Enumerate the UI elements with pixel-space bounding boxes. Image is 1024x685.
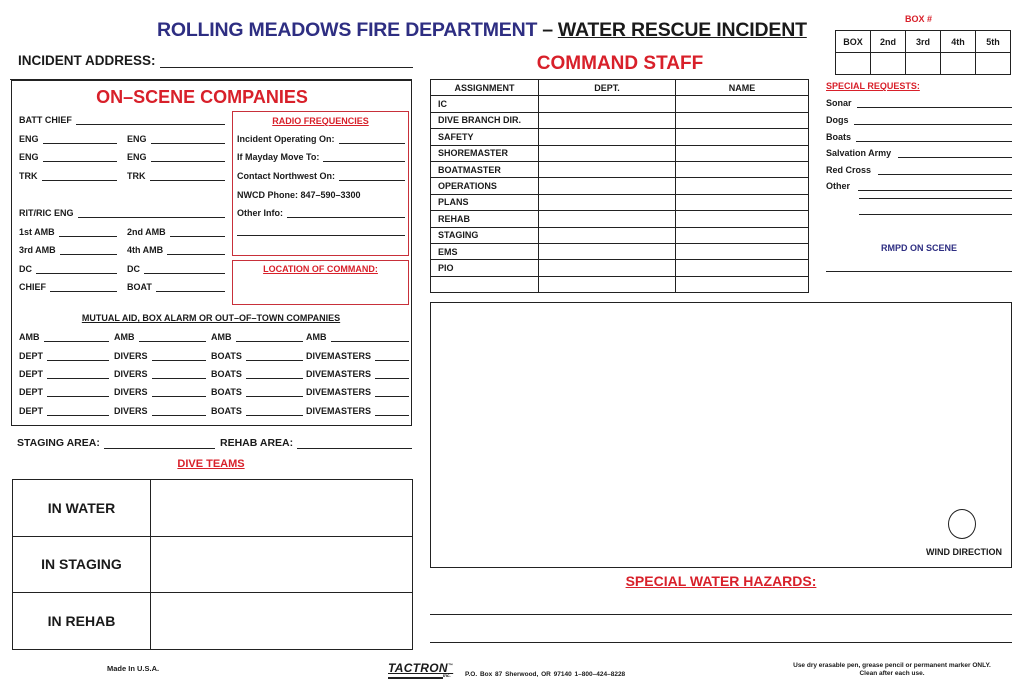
column-header: NAME — [676, 80, 809, 96]
mutual-aid-field[interactable] — [114, 332, 206, 342]
box-col-header: 5th — [976, 31, 1011, 53]
name-cell[interactable] — [676, 194, 809, 210]
table-row — [431, 243, 809, 259]
amb-field[interactable] — [127, 245, 225, 255]
mutual-aid-field[interactable] — [211, 369, 303, 379]
request-dogs-field[interactable] — [826, 115, 1012, 125]
request-other-line3[interactable] — [859, 214, 1012, 215]
field-input[interactable] — [150, 173, 226, 181]
batt-chief-field[interactable] — [19, 115, 225, 125]
assignment-cell: BOATMASTER — [431, 161, 539, 177]
field-input[interactable] — [152, 408, 206, 416]
name-cell[interactable] — [676, 243, 809, 259]
field-input[interactable] — [50, 284, 117, 292]
usage-note-line2: Clean after each use. — [859, 670, 925, 677]
field-label: DIVEMASTERS — [306, 406, 372, 416]
mutual-aid-field[interactable] — [306, 369, 409, 379]
incident-type: WATER RESCUE INCIDENT — [557, 19, 807, 41]
assignment-cell: SAFETY — [431, 129, 539, 145]
table-row — [431, 211, 809, 227]
dept-cell[interactable] — [539, 276, 676, 292]
table-row — [431, 260, 809, 276]
field-label: BOATS — [211, 369, 242, 379]
field-input[interactable] — [36, 266, 117, 274]
request-sonar-field[interactable] — [826, 98, 1012, 108]
trk-field[interactable] — [19, 171, 117, 181]
field-input[interactable] — [104, 441, 215, 449]
field-input[interactable] — [858, 183, 1012, 191]
field-input[interactable] — [878, 167, 1012, 175]
department-name: ROLLING MEADOWS FIRE DEPARTMENT — [157, 19, 538, 41]
field-label: BOAT — [127, 282, 152, 292]
field-input[interactable] — [323, 154, 405, 162]
field-input[interactable] — [375, 408, 409, 416]
other-info-field[interactable] — [237, 208, 405, 218]
field-label: DEPT — [19, 406, 44, 416]
field-label: BOATS — [211, 406, 242, 416]
on-scene-title-text: ON–SCENE COMPANIES — [96, 87, 308, 107]
box-col-header: BOX — [836, 31, 871, 53]
mutual-aid-title: MUTUAL AID, BOX ALARM OR OUT–OF–TOWN COMPANIES — [81, 313, 341, 323]
field-input[interactable] — [47, 353, 109, 361]
field-input[interactable] — [297, 441, 412, 449]
special-requests-title: SPECIAL REQUESTS: — [826, 81, 920, 91]
assignment-cell: REHAB — [431, 211, 539, 227]
eng-field[interactable] — [127, 134, 225, 144]
location-of-command-title: LOCATION OF COMMAND: — [263, 264, 378, 274]
hazards-line-1[interactable] — [430, 614, 1012, 615]
column-header: DEPT. — [539, 80, 676, 96]
field-label: 4th AMB — [127, 245, 164, 255]
dept-cell[interactable] — [539, 260, 676, 276]
assignment-cell: DIVE BRANCH DIR. — [431, 112, 539, 128]
field-input[interactable] — [375, 371, 409, 379]
dept-cell[interactable] — [539, 145, 676, 161]
dept-cell[interactable] — [539, 227, 676, 243]
dept-cell[interactable] — [539, 96, 676, 112]
mutual-aid-field[interactable] — [19, 351, 109, 361]
field-input[interactable] — [156, 284, 225, 292]
wind-direction-label: WIND DIRECTION — [926, 547, 1002, 557]
eng-field[interactable] — [127, 152, 225, 162]
field-input[interactable] — [854, 117, 1013, 125]
field-input[interactable] — [152, 353, 206, 361]
mutual-aid-field[interactable] — [114, 351, 206, 361]
name-cell[interactable] — [676, 276, 809, 292]
field-label: ENG — [19, 134, 39, 144]
radio-frequencies-title: RADIO FREQUENCIES — [272, 116, 369, 126]
assignment-cell[interactable] — [431, 276, 539, 292]
field-label: Other — [826, 181, 851, 191]
field-input[interactable] — [339, 136, 405, 144]
eng-field[interactable] — [19, 134, 117, 144]
box-value-cell[interactable] — [941, 53, 976, 75]
table-row — [13, 536, 413, 593]
usage-note — [770, 662, 1014, 678]
nwcd-phone: NWCD Phone: 847–590–3300 — [237, 190, 361, 200]
incident-operating-field[interactable] — [237, 134, 405, 144]
dc-field[interactable] — [127, 264, 225, 274]
field-label: AMB — [306, 332, 327, 342]
dept-cell[interactable] — [539, 211, 676, 227]
rehab-area-field[interactable] — [220, 437, 412, 449]
request-other-line2[interactable] — [859, 198, 1012, 199]
mayday-move-field[interactable] — [237, 152, 405, 162]
box-number-label: BOX # — [905, 14, 933, 24]
dive-team-value[interactable] — [151, 536, 413, 593]
dept-cell[interactable] — [539, 194, 676, 210]
name-cell[interactable] — [676, 211, 809, 227]
dive-team-label: IN STAGING — [13, 536, 151, 593]
name-cell[interactable] — [676, 129, 809, 145]
boat-field[interactable] — [127, 282, 225, 292]
field-input[interactable] — [44, 334, 110, 342]
field-label: DIVEMASTERS — [306, 351, 372, 361]
field-label: DIVERS — [114, 387, 148, 397]
dive-teams-title: DIVE TEAMS — [177, 458, 245, 470]
field-label: RIT/RIC ENG — [19, 208, 74, 218]
field-label: Red Cross — [826, 165, 872, 175]
table-row — [431, 145, 809, 161]
field-input[interactable] — [898, 150, 1012, 158]
table-row — [431, 112, 809, 128]
name-cell[interactable] — [676, 260, 809, 276]
table-row — [13, 480, 413, 537]
field-input[interactable] — [151, 136, 225, 144]
hazards-line-2[interactable] — [430, 642, 1012, 643]
rmpd-on-scene-label: RMPD ON SCENE — [880, 243, 957, 253]
field-input[interactable] — [43, 154, 117, 162]
field-input[interactable] — [236, 334, 304, 342]
chief-field[interactable] — [19, 282, 117, 292]
command-staff-table — [430, 79, 809, 293]
field-label: ENG — [127, 134, 147, 144]
amb-field[interactable] — [127, 227, 225, 237]
table-header-row — [431, 80, 809, 96]
field-label: DEPT — [19, 369, 44, 379]
field-label: Dogs — [826, 115, 849, 125]
brand-name: TACTRON — [388, 661, 448, 675]
field-input[interactable] — [60, 247, 117, 255]
field-label: AMB — [19, 332, 40, 342]
field-label: ENG — [19, 152, 39, 162]
logo-bar — [388, 677, 443, 679]
field-input[interactable] — [47, 408, 109, 416]
dept-cell[interactable] — [539, 161, 676, 177]
mutual-aid-field[interactable] — [19, 387, 109, 397]
mutual-aid-field[interactable] — [306, 406, 409, 416]
usage-note-line1: Use dry erasable pen, grease pencil or permanent marker ONLY. — [793, 662, 991, 669]
name-cell[interactable] — [676, 112, 809, 128]
field-input[interactable] — [246, 408, 303, 416]
field-input[interactable] — [246, 353, 303, 361]
field-label: Other Info: — [237, 208, 283, 218]
incident-address-input[interactable] — [160, 56, 413, 68]
field-input[interactable] — [339, 173, 405, 181]
name-cell[interactable] — [676, 178, 809, 194]
field-input[interactable] — [856, 134, 1012, 142]
field-label: AMB — [211, 332, 232, 342]
field-input[interactable] — [151, 154, 225, 162]
assignment-cell: EMS — [431, 243, 539, 259]
mutual-aid-field[interactable] — [19, 332, 109, 342]
field-input[interactable] — [47, 389, 109, 397]
incident-address-field[interactable] — [18, 53, 413, 68]
field-label: DIVERS — [114, 351, 148, 361]
mutual-aid-field[interactable] — [211, 387, 303, 397]
mutual-aid-field[interactable] — [211, 351, 303, 361]
field-label: CHIEF — [19, 282, 46, 292]
assignment-cell: PIO — [431, 260, 539, 276]
dc-field[interactable] — [19, 264, 117, 274]
table-row — [13, 593, 413, 650]
field-label: DC — [19, 264, 32, 274]
field-label: BATT CHIEF — [19, 115, 72, 125]
table-row — [431, 227, 809, 243]
special-water-hazards-title: SPECIAL WATER HAZARDS: — [625, 573, 817, 589]
field-input[interactable] — [59, 229, 117, 237]
table-row — [431, 96, 809, 112]
field-input[interactable] — [375, 389, 409, 397]
box-col-header: 3rd — [906, 31, 941, 53]
field-input[interactable] — [43, 136, 117, 144]
request-boats-field[interactable] — [826, 132, 1012, 142]
dept-cell[interactable] — [539, 112, 676, 128]
on-scene-title — [12, 87, 412, 108]
manufacturer-address: P.O. Box 87 Sherwood, OR 97140 1–800–424–8228 — [465, 671, 626, 678]
rit-ric-eng-field[interactable] — [19, 208, 225, 218]
field-label: Boats — [826, 132, 852, 142]
dept-cell[interactable] — [539, 178, 676, 194]
dive-team-label: IN REHAB — [13, 593, 151, 650]
table-row — [431, 178, 809, 194]
field-label: 3rd AMB — [19, 245, 56, 255]
dive-team-value[interactable] — [151, 480, 413, 537]
mutual-aid-field[interactable] — [114, 369, 206, 379]
rmpd-on-scene-input[interactable] — [826, 271, 1012, 272]
column-header: ASSIGNMENT — [431, 80, 539, 96]
dive-team-value[interactable] — [151, 593, 413, 650]
field-input[interactable] — [152, 371, 206, 379]
field-label: ENG — [127, 152, 147, 162]
trademark-symbol: ™ — [447, 663, 454, 669]
dive-team-label: IN WATER — [13, 480, 151, 537]
made-in-usa: Made In U.S.A. — [107, 664, 160, 673]
field-input[interactable] — [76, 117, 225, 125]
field-input[interactable] — [42, 173, 118, 181]
title-separator: – — [542, 19, 553, 41]
field-label: AMB — [114, 332, 135, 342]
field-label: 1st AMB — [19, 227, 55, 237]
mutual-aid-field[interactable] — [306, 351, 409, 361]
field-label: DIVEMASTERS — [306, 369, 372, 379]
name-cell[interactable] — [676, 96, 809, 112]
command-staff-title: COMMAND STAFF — [536, 53, 704, 74]
dive-teams-table — [12, 479, 413, 650]
mutual-aid-field[interactable] — [114, 406, 206, 416]
form-title — [157, 19, 807, 42]
mutual-aid-field[interactable] — [114, 387, 206, 397]
field-input[interactable] — [152, 389, 206, 397]
field-input[interactable] — [246, 371, 303, 379]
field-label: TRK — [19, 171, 38, 181]
wind-direction-circle-icon[interactable] — [948, 509, 976, 539]
assignment-cell: OPERATIONS — [431, 178, 539, 194]
amb-field[interactable] — [19, 245, 117, 255]
field-label: DEPT — [19, 351, 44, 361]
field-input[interactable] — [246, 389, 303, 397]
field-input[interactable] — [167, 247, 225, 255]
mutual-aid-field[interactable] — [306, 387, 409, 397]
staging-area-field[interactable] — [17, 437, 215, 449]
field-label: REHAB AREA: — [220, 437, 294, 449]
field-input[interactable] — [78, 210, 225, 218]
trk-field[interactable] — [127, 171, 225, 181]
table-row — [431, 161, 809, 177]
brand-inc: Inc. — [443, 673, 451, 678]
field-input[interactable] — [375, 353, 409, 361]
name-cell[interactable] — [676, 145, 809, 161]
eng-field[interactable] — [19, 152, 117, 162]
field-label: 2nd AMB — [127, 227, 166, 237]
field-label: BOATS — [211, 351, 242, 361]
field-label: TRK — [127, 171, 146, 181]
assignment-cell: IC — [431, 96, 539, 112]
dept-cell[interactable] — [539, 129, 676, 145]
field-label: DEPT — [19, 387, 44, 397]
field-label: BOATS — [211, 387, 242, 397]
field-label: Incident Operating On: — [237, 134, 335, 144]
amb-field[interactable] — [19, 227, 117, 237]
field-input[interactable] — [47, 371, 109, 379]
table-row — [431, 129, 809, 145]
contact-northwest-field[interactable] — [237, 171, 405, 181]
dept-cell[interactable] — [539, 243, 676, 259]
field-input[interactable] — [331, 334, 410, 342]
field-input[interactable] — [139, 334, 207, 342]
field-label: STAGING AREA: — [17, 437, 100, 449]
box-col-header: 4th — [941, 31, 976, 53]
mutual-aid-field[interactable] — [306, 332, 409, 342]
scene-diagram-area[interactable] — [430, 302, 1012, 568]
box-value-cell[interactable] — [906, 53, 941, 75]
incident-address-label: INCIDENT ADDRESS: — [18, 53, 156, 68]
request-red-cross-field[interactable] — [826, 165, 1012, 175]
field-input[interactable] — [144, 266, 225, 274]
table-row — [431, 194, 809, 210]
request-salvation-army-field[interactable] — [826, 148, 1012, 158]
field-input[interactable] — [857, 100, 1012, 108]
mutual-aid-field[interactable] — [211, 332, 303, 342]
field-input[interactable] — [287, 210, 405, 218]
request-other-field[interactable] — [826, 181, 1012, 191]
field-label: DIVERS — [114, 406, 148, 416]
field-input[interactable] — [170, 229, 225, 237]
box-value-cell[interactable] — [976, 53, 1011, 75]
name-cell[interactable] — [676, 161, 809, 177]
mutual-aid-field[interactable] — [19, 406, 109, 416]
mutual-aid-field[interactable] — [19, 369, 109, 379]
table-row — [431, 276, 809, 292]
field-label: DC — [127, 264, 140, 274]
box-value-cell[interactable] — [836, 53, 871, 75]
field-label: Contact Northwest On: — [237, 171, 335, 181]
location-of-command-box[interactable] — [232, 260, 409, 305]
field-label: Salvation Army — [826, 148, 892, 158]
box-alarm-table — [835, 30, 1011, 75]
other-info-line2[interactable] — [237, 235, 405, 236]
field-label: If Mayday Move To: — [237, 152, 320, 162]
name-cell[interactable] — [676, 227, 809, 243]
field-label: DIVEMASTERS — [306, 387, 372, 397]
mutual-aid-field[interactable] — [211, 406, 303, 416]
assignment-cell: STAGING — [431, 227, 539, 243]
box-col-header: 2nd — [871, 31, 906, 53]
box-value-cell[interactable] — [871, 53, 906, 75]
assignment-cell: SHOREMASTER — [431, 145, 539, 161]
field-label: DIVERS — [114, 369, 148, 379]
field-label: Sonar — [826, 98, 852, 108]
assignment-cell: PLANS — [431, 194, 539, 210]
